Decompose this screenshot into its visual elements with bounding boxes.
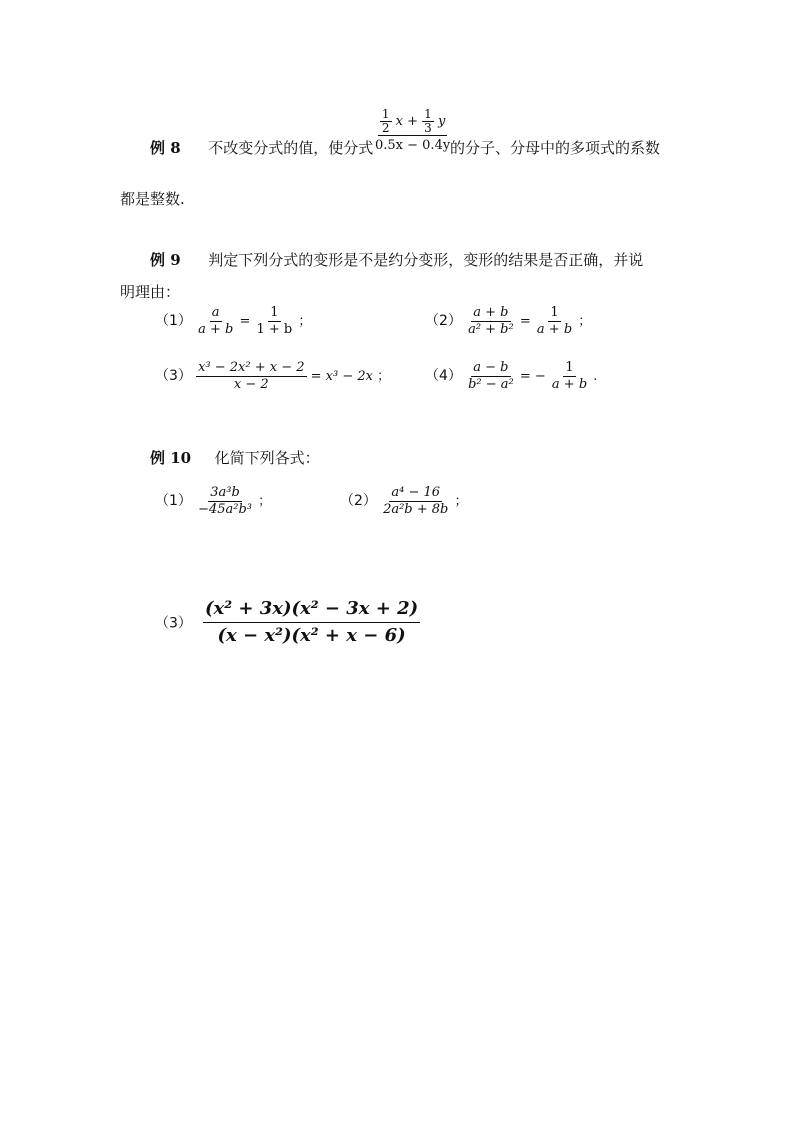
- example-8-fraction: $\frac{1}{2}$ x + $\frac{1}{3}$ y 0.5x − 0.4y: [373, 108, 452, 156]
- example-8-line1: [150, 137, 373, 158]
- example-10-line: [150, 447, 320, 468]
- example-9-label: 例 9: [150, 251, 181, 269]
- example-9-line1: [150, 249, 643, 270]
- example-8-denominator: 0.5x − 0.4y: [375, 138, 451, 153]
- example-10-text: 化简下列各式：: [214, 449, 320, 467]
- example-10-label: 例 10: [150, 449, 192, 467]
- example-10-item-2: （2） $\frac{\text{a⁴ − 16}}{\text{2a²b + 8b}}$ ；: [340, 485, 468, 517]
- example-8-line2: 都是整数.: [120, 190, 185, 208]
- example-9-item-4: （4） $\frac{a - b}{\text{b² − a²}}$ = − $\frac{1}{a + b}$ .: [425, 360, 598, 392]
- example-9-item-2: （2） $\frac{a + b}{\text{a² + b²}}$ = $\frac{1}{a + b}$ ；: [425, 305, 592, 337]
- example-9-text-line1: 判定下列分式的变形是不是约分变形，变形的结果是否正确，并说: [208, 251, 644, 269]
- example-8-label: 例 8: [150, 139, 181, 157]
- example-9-item-1: （1） $\frac{a}{a + b}$ = $\frac{1}{1 + b}$ ；: [155, 305, 312, 337]
- example-8-text-before: 不改变分式的值，使分式: [208, 139, 374, 157]
- example-10-item-3-numerator: (x² + 3x)(x² − 3x + 2): [203, 596, 420, 623]
- example-10-item-3-denominator: (x − x²)(x² + x − 6): [217, 625, 406, 646]
- example-9-item-3: （3） $\frac{\text{x³ − 2x² + x − 2}}{x - 2}$ = x³ − 2x ；: [155, 360, 391, 392]
- example-8-text-after: 的分子、分母中的多项式的系数: [450, 139, 661, 157]
- example-10-item-1: （1） $\frac{\text{3a³b}}{\text{−45a²b³}}$ ；: [155, 485, 272, 517]
- example-10-item-3: （3） $\frac{\text{(x² + 3x)(x² − 3x + 2)}}{\text{(x − x²)(x² + x − 6)}}$: [155, 596, 420, 649]
- example-9-line2: 明理由：: [120, 283, 181, 301]
